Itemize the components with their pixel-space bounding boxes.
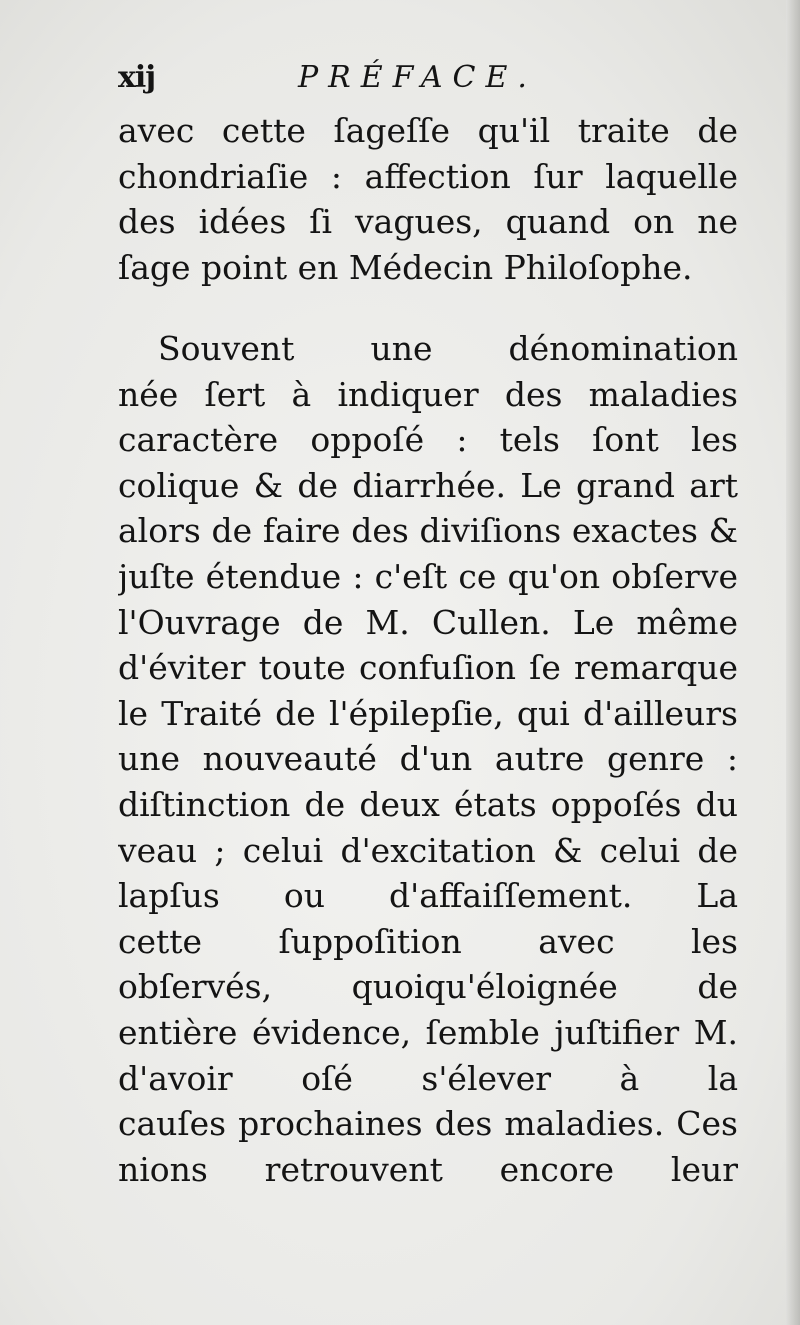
text-line: obſervés, quoiqu'éloignée de	[118, 967, 738, 1007]
text-line: cauſes prochaines des maladies. Ces	[118, 1104, 738, 1144]
text-line: cette ſuppoſition avec les	[118, 921, 738, 961]
text-line: alors de faire des diviſions exactes &	[118, 511, 738, 551]
text-line: entière évidence, ſemble juſtifier M.	[118, 1012, 738, 1052]
paragraph-continued	[118, 108, 738, 290]
text-line: des idées ſi vagues, quand on ne	[118, 202, 738, 242]
text-line: nions retrouvent encore leur	[118, 1149, 738, 1189]
text-line: diſtinction de deux états oppoſés du	[118, 784, 738, 824]
page-edge-shadow	[786, 0, 800, 1325]
text-line: ſage point en Médecin Philoſophe.	[118, 247, 693, 287]
text-line: caractère oppoſé : tels ſont les	[118, 420, 738, 460]
text-line: une nouveauté d'un autre genre :	[118, 739, 738, 779]
text-line: veau ; celui d'excitation & celui de	[118, 830, 738, 870]
paragraph	[118, 326, 738, 1192]
text-line: née ſert à indiquer des maladies	[118, 374, 738, 414]
text-line: l'Ouvrage de M. Cullen. Le même	[118, 602, 738, 642]
running-title: PRÉFACE.	[298, 60, 537, 95]
text-line: lapſus ou d'affaiſſement. La	[118, 876, 738, 916]
text-line: chondriaſie : affection ſur laquelle	[118, 156, 738, 196]
page-header	[118, 56, 678, 100]
text-line: colique & de diarrhée. Le grand art	[118, 465, 738, 505]
text-line: avec cette ſageſſe qu'il traite de	[118, 111, 738, 150]
text-line: le Traité de l'épilepſie, qui d'ailleurs	[118, 693, 738, 733]
page-number: xij	[118, 60, 156, 95]
text-line: juſte étendue : c'eſt ce qu'on obſerve	[118, 556, 738, 596]
text-line: d'éviter toute confuſion ſe remarque	[118, 648, 738, 688]
text-line: d'avoir oſé s'élever à la	[118, 1058, 738, 1098]
text-line: Souvent une dénomination	[158, 329, 738, 368]
